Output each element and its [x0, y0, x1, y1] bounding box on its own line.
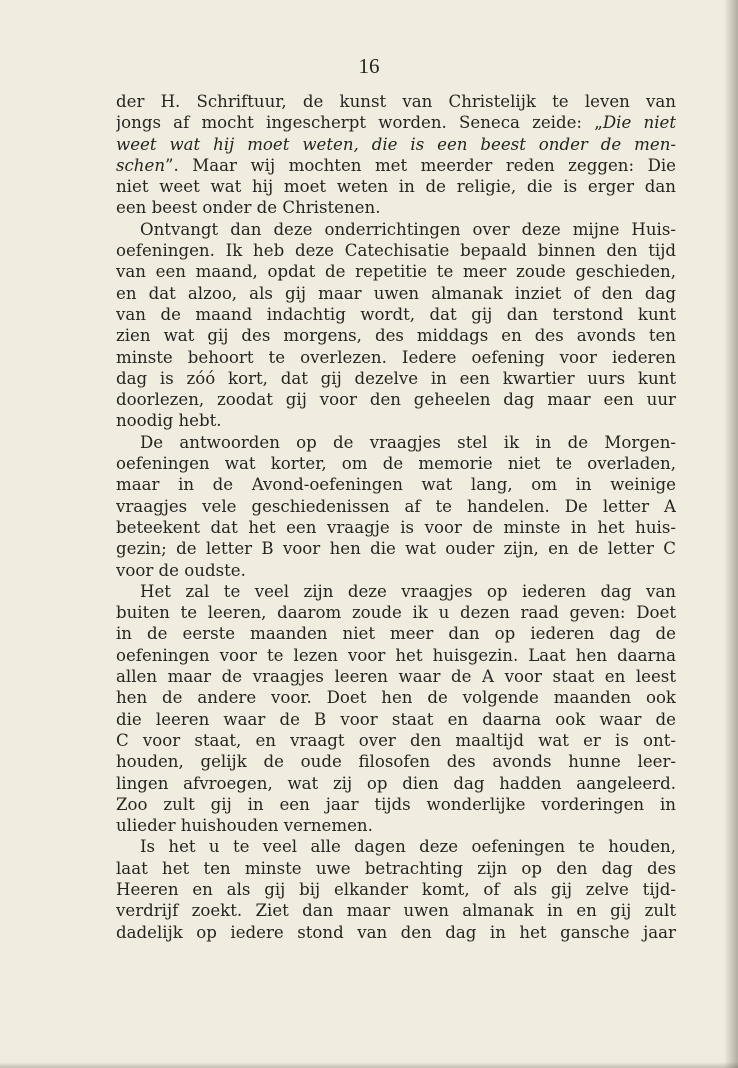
paragraph-start: De antwoorden op de vraagjes stel ik in de Morgen-: [140, 432, 676, 452]
text-line: der H. Schriftuur, de kunst van Christelijk te leven van: [116, 92, 676, 111]
text-line: ulieder huishouden vernemen.: [116, 816, 373, 836]
page-number: 16: [358, 54, 380, 78]
text-line: die leeren waar de B voor staat en daarna ook waar de: [116, 709, 676, 729]
text-line: [116, 134, 676, 155]
text-line: maar in de Avond-oefeningen wat lang, om in weinige: [116, 475, 676, 495]
text-line: dadelijk op iedere stond van den dag in het gansche jaar: [116, 922, 676, 942]
text-line: minste behoort te overlezen. Iedere oefening voor iederen: [116, 347, 676, 367]
text-line: een beest onder de Christenen.: [116, 198, 381, 218]
text-line: van een maand, opdat de repetitie te meer zoude geschieden,: [116, 262, 676, 282]
text-line: hen de andere voor. Doet hen de volgende maanden ook: [116, 688, 676, 708]
text-line: gezin; de letter B voor hen die wat ouder zijn, en de letter C: [116, 539, 676, 559]
text-line: beteekent dat het een vraagje is voor de minste in het huis-: [116, 517, 676, 537]
text-line: allen maar de vraagjes leeren waar de A voor staat en leest: [116, 667, 676, 687]
text-line: oefeningen wat korter, om de memorie niet te overladen,: [116, 454, 676, 474]
text-line: vraagjes vele geschiedenissen af te handelen. De letter A: [116, 496, 676, 516]
paragraph-start: Is het u te veel alle dagen deze oefeningen te houden,: [140, 837, 676, 857]
page-bottom-shadow: [0, 1062, 738, 1068]
text-line: zien wat gij des morgens, des middags en des avonds ten: [116, 326, 676, 346]
quote-italic: Die niet: [602, 113, 676, 133]
page-edge-shadow: [724, 0, 738, 1068]
quote-italic: schen: [116, 155, 166, 175]
text-line: schen”. Maar wij mochten met meerder reden zeggen: Die: [116, 155, 676, 175]
text-line: Heeren en als gij bij elkander komt, of als gij zelve tijd-: [116, 879, 676, 899]
text-line: van de maand indachtig wordt, dat gij dan terstond kunt: [116, 304, 676, 324]
paragraph-start: Het zal te veel zijn deze vraagjes op iederen dag van: [140, 581, 676, 601]
text-line: jongs af mocht ingescherpt worden. Seneca zeide: „Die niet: [116, 113, 676, 133]
text-line: niet weet wat hij moet weten in de religie, die is erger dan: [116, 177, 676, 197]
text-line: buiten te leeren, daarom zoude ik u dezen raad geven: Doet: [116, 603, 676, 623]
quote-italic: weet wat hij moet weten, die is een beest onder de men-: [116, 134, 676, 154]
text-line: en dat alzoo, als gij maar uwen almanak inziet of den dag: [116, 283, 676, 303]
text-line: Zoo zult gij in een jaar tijds wonderlijke vorderingen in: [116, 794, 676, 814]
text-line: doorlezen, zoodat gij voor den geheelen dag maar een uur: [116, 390, 676, 410]
text-line: in de eerste maanden niet meer dan op iederen dag de: [116, 624, 676, 644]
text-line: noodig hebt.: [116, 411, 222, 431]
text-line: oefeningen voor te lezen voor het huisgezin. Laat hen daarna: [116, 645, 676, 665]
paragraph-start: Ontvangt dan deze onderrichtingen over deze mijne Huis-: [140, 219, 676, 239]
text-line: laat het ten minste uwe betrachting zijn op den dag des: [116, 858, 676, 878]
text-line: oefeningen. Ik heb deze Catechisatie bepaald binnen den tijd: [116, 241, 676, 261]
text-line: verdrijf zoekt. Ziet dan maar uwen almanak in en gij zult: [116, 901, 676, 921]
text-line: voor de oudste.: [116, 560, 246, 580]
body-text: [116, 91, 676, 943]
text-line: C voor staat, en vraagt over den maaltijd wat er is ont-: [116, 730, 676, 750]
text-line: houden, gelijk de oude filosofen des avonds hunne leer-: [116, 752, 676, 772]
text-line: dag is zóó kort, dat gij dezelve in een kwartier uurs kunt: [116, 368, 676, 388]
text-line: lingen afvroegen, wat zij op dien dag hadden aangeleerd.: [116, 773, 676, 793]
